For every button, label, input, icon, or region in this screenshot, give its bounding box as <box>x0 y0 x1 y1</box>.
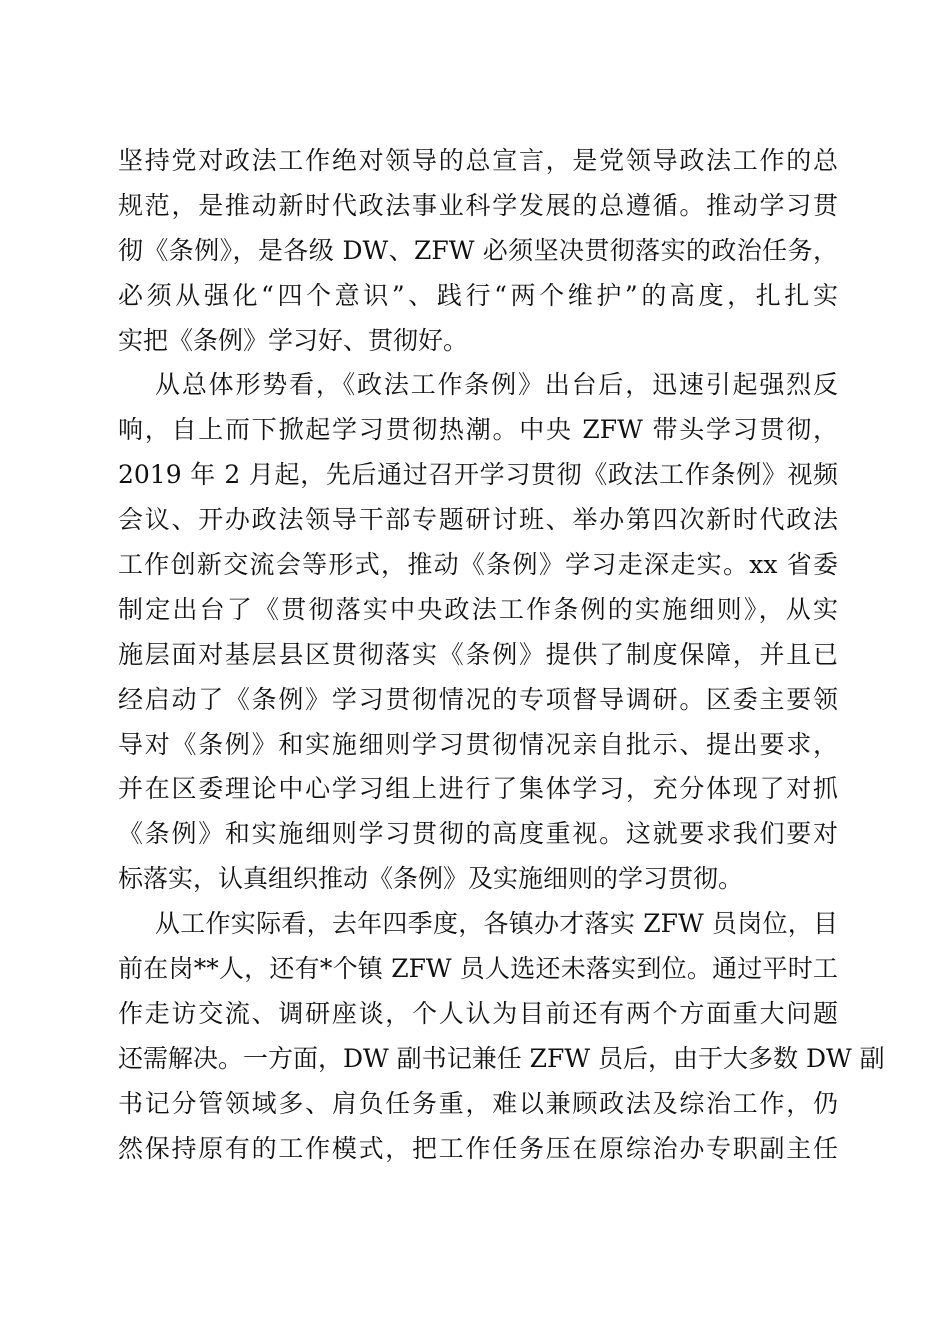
text-line: 响，自上而下掀起学习贯彻热潮。中央 ZFW 带头学习贯彻， <box>118 415 838 445</box>
text-line: 前在岗**人，还有*个镇 ZFW 员人选还未落实到位。通过平时工 <box>118 954 838 984</box>
text-line: 必须从强化“四个意识”、践行“两个维护”的高度，扎扎实 <box>118 280 838 310</box>
text-line: 施层面对基层县区贯彻落实《条例》提供了制度保障，并且已 <box>118 639 838 669</box>
text-line: 会议、开办政法领导干部专题研讨班、举办第四次新时代政法 <box>118 505 838 535</box>
text-line: 并在区委理论中心学习组上进行了集体学习，充分体现了对抓 <box>118 774 838 804</box>
text-line: 经启动了《条例》学习贯彻情况的专项督导调研。区委主要领 <box>118 684 838 714</box>
text-line: 实把《条例》学习好、贯彻好。 <box>118 325 469 355</box>
text-line: 书记分管领域多、肩负任务重，难以兼顾政法及综治工作，仍 <box>118 1088 838 1118</box>
paragraph-first-line: 从总体形势看，《政法工作条例》出台后，迅速引起强烈反 <box>155 370 838 400</box>
text-line: 然保持原有的工作模式，把工作任务压在原综治办专职副主任 <box>118 1133 838 1163</box>
text-line: 标落实，认真组织推动《条例》及实施细则的学习贯彻。 <box>118 864 744 894</box>
text-line: 作走访交流、调研座谈，个人认为目前还有两个方面重大问题 <box>118 998 838 1028</box>
text-line: 制定出台了《贯彻落实中央政法工作条例的实施细则》，从实 <box>118 594 838 624</box>
text-line: 《条例》和实施细则学习贯彻的高度重视。这就要求我们要对 <box>118 819 838 849</box>
text-line: 2019 年 2 月起，先后通过召开学习贯彻《政法工作条例》视频 <box>118 460 838 490</box>
text-line: 还需解决。一方面，DW 副书记兼任 ZFW 员后，由于大多数 DW 副 <box>118 1043 885 1073</box>
document-body <box>118 139 885 1171</box>
text-line: 坚持党对政法工作绝对领导的总宣言，是党领导政法工作的总 <box>118 146 838 175</box>
text-line: 工作创新交流会等形式，推动《条例》学习走深走实。xx 省委 <box>118 550 838 580</box>
paragraph-first-line: 从工作实际看，去年四季度，各镇办才落实 ZFW 员岗位，目 <box>155 909 838 939</box>
text-line: 导对《条例》和实施细则学习贯彻情况亲自批示、提出要求， <box>118 729 838 759</box>
text-line: 规范，是推动新时代政法事业科学发展的总遵循。推动学习贯 <box>118 190 838 220</box>
text-line: 彻《条例》，是各级 DW、ZFW 必须坚决贯彻落实的政治任务， <box>118 235 838 265</box>
